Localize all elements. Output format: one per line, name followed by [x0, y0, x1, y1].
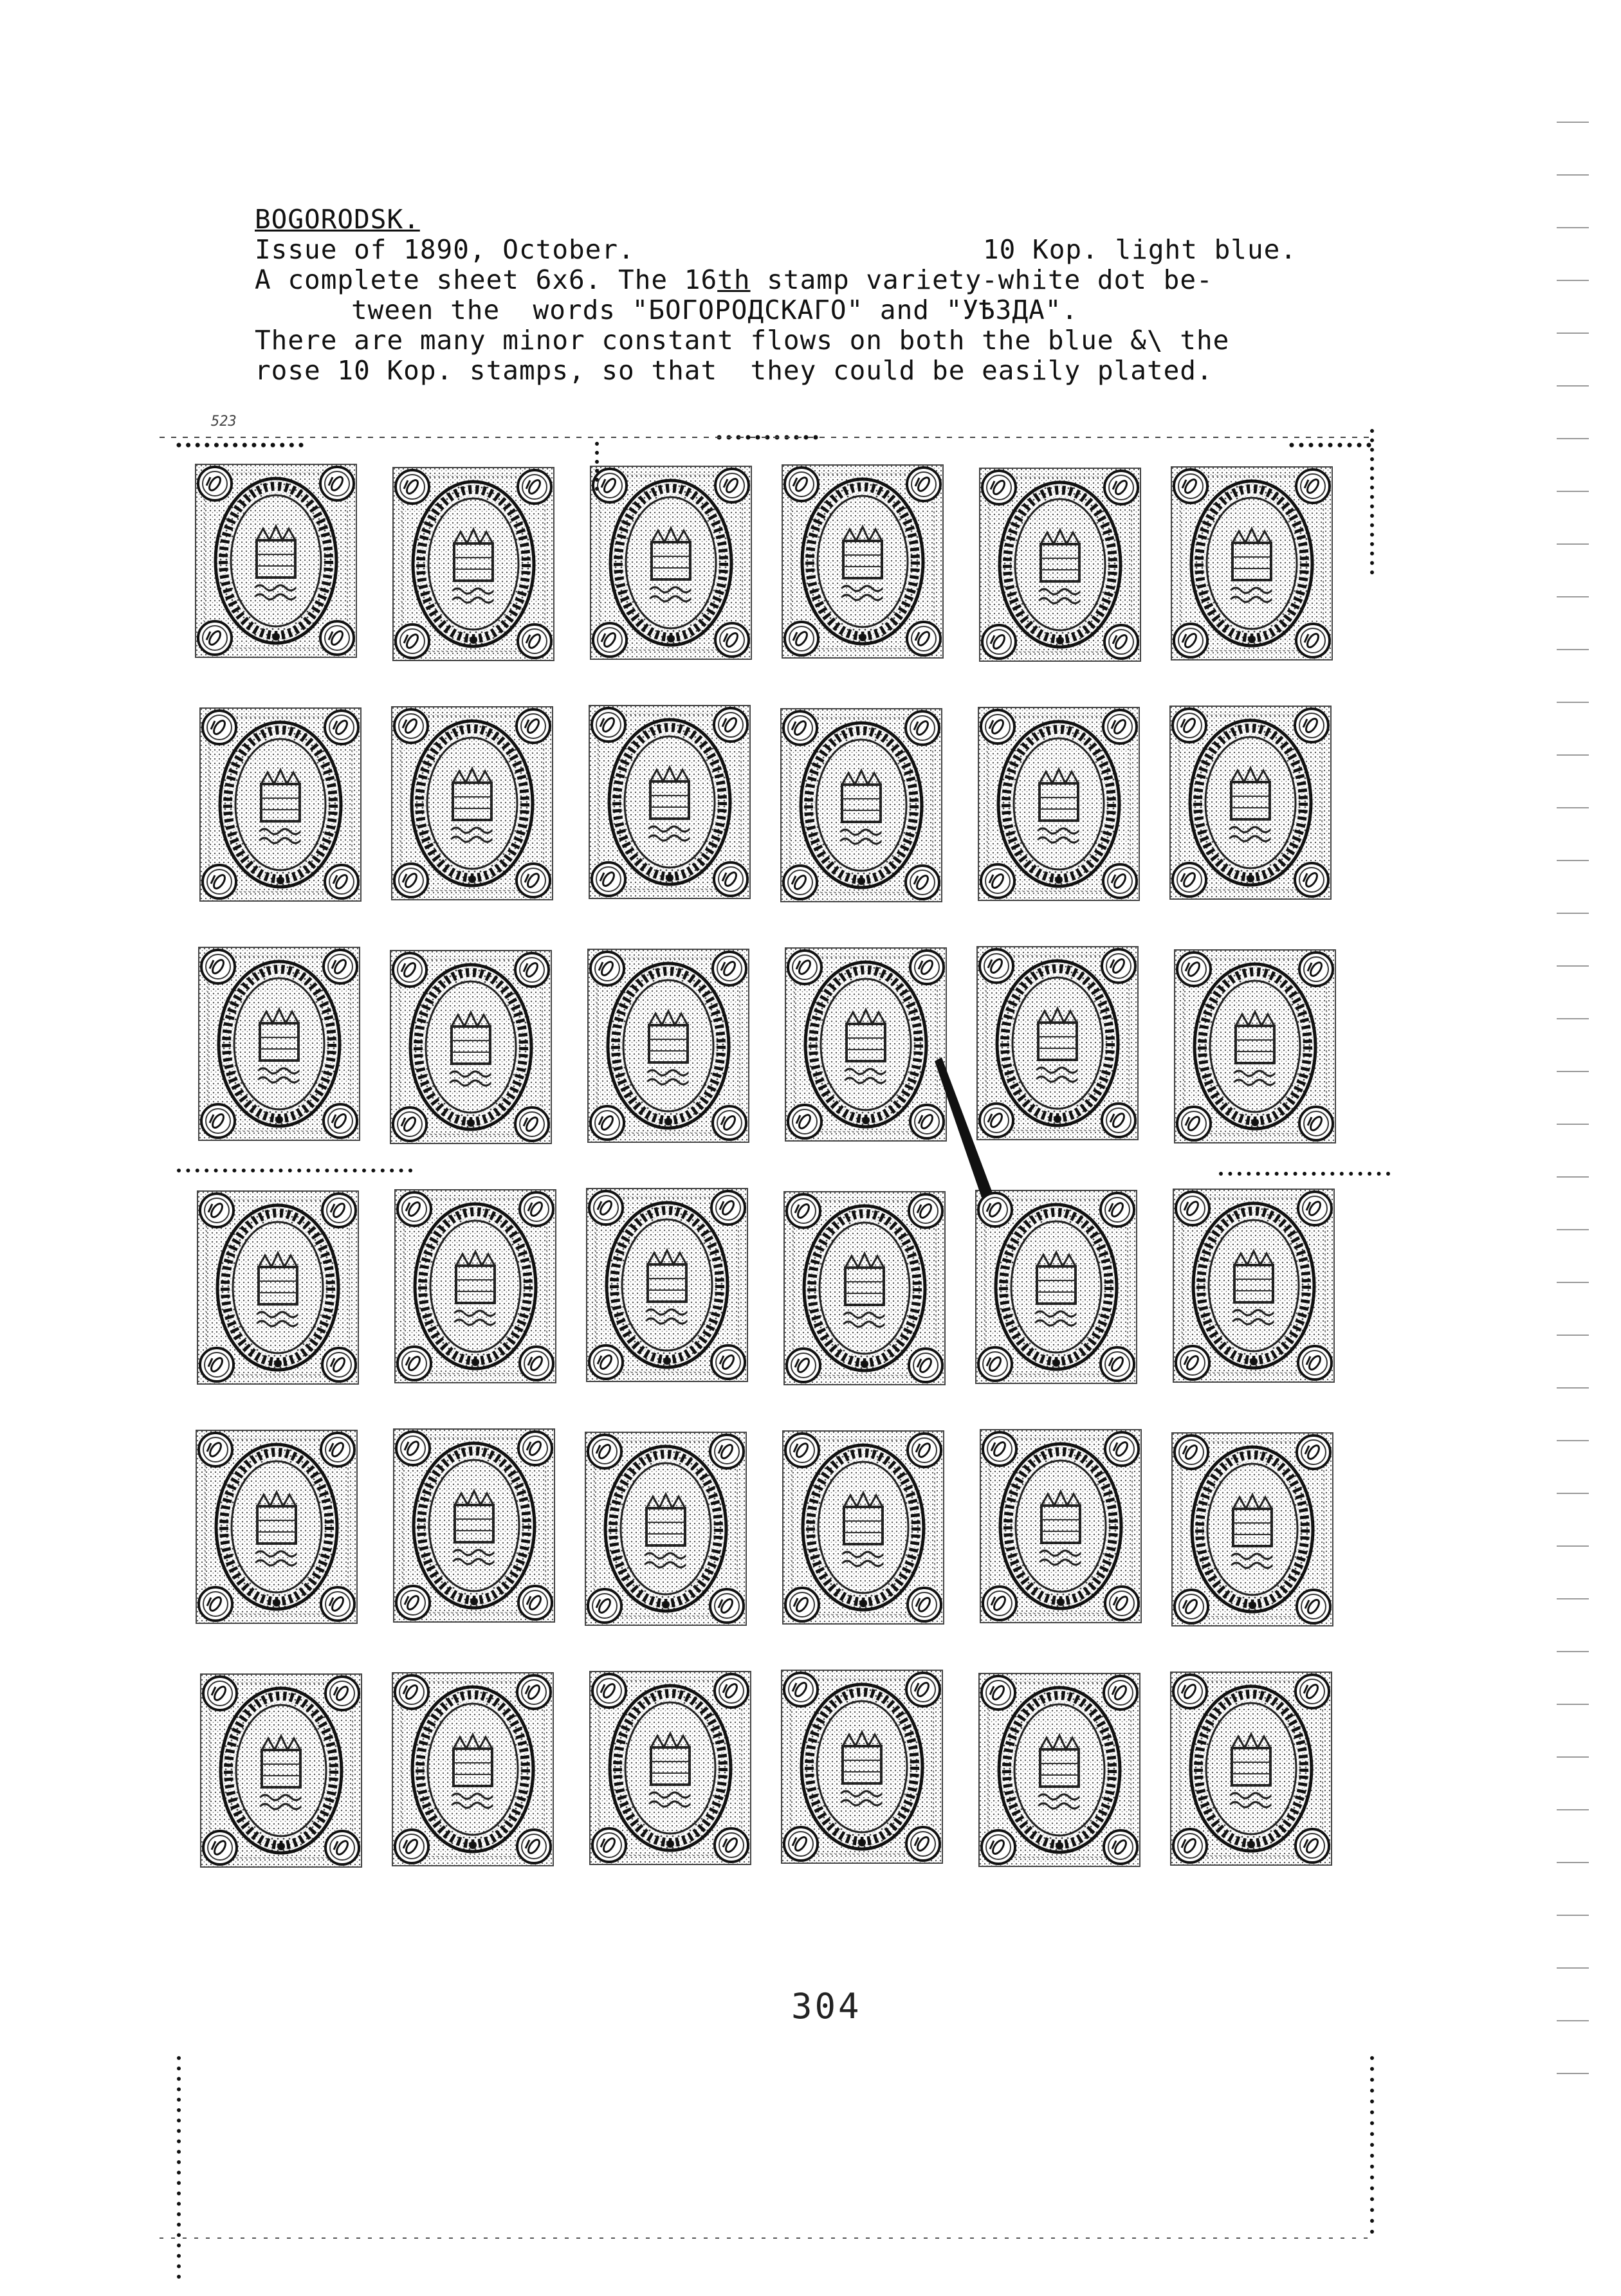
- description-line-2: tween the words "БОГОРОДСКАГО" and "УѢЗДА".: [351, 295, 1079, 325]
- stamp: [980, 468, 1140, 661]
- title: BOGORODSK.: [255, 204, 420, 235]
- stamp: [1171, 1672, 1332, 1865]
- binding-margin-marks: [1544, 116, 1595, 2109]
- stamp: [1171, 467, 1332, 660]
- stamp-grid: [196, 464, 1335, 1867]
- stamp: [785, 948, 946, 1141]
- stamp: [394, 1429, 554, 1622]
- stamp: [977, 947, 1138, 1140]
- margin-note: 523: [211, 414, 237, 430]
- stamp: [978, 707, 1139, 900]
- stamp: [980, 1430, 1141, 1623]
- stamp-sheet-image: [153, 412, 1395, 2296]
- stamp: [590, 1672, 751, 1864]
- stamp-value: 10 Kop. light blue.: [983, 234, 1297, 265]
- stamp: [782, 1670, 942, 1863]
- stamp: [591, 466, 751, 659]
- stamp: [1175, 950, 1335, 1143]
- stamp: [196, 1430, 357, 1623]
- stamp: [588, 949, 749, 1142]
- stamp: [976, 1190, 1137, 1383]
- stamp: [1173, 1189, 1334, 1382]
- stamp: [390, 951, 551, 1143]
- stamp: [201, 1674, 362, 1867]
- stamp: [395, 1190, 556, 1383]
- issue-date: Issue of 1890, October.: [255, 234, 635, 265]
- stamp: [587, 1189, 747, 1381]
- header-text: [255, 205, 1297, 386]
- stamp: [1170, 706, 1331, 899]
- stamp: [393, 468, 554, 661]
- stamp: [199, 947, 360, 1140]
- stamp: [782, 465, 943, 658]
- stamp: [200, 708, 361, 901]
- stamp: [1172, 1433, 1333, 1626]
- stamp: [392, 1673, 553, 1866]
- stamp: [197, 1191, 358, 1384]
- stamp: [979, 1673, 1140, 1866]
- description-line-4: rose 10 Kop. stamps, so that they could be easily plated.: [255, 355, 1213, 386]
- description-line-3: There are many minor constant flows on both the blue &\ the: [255, 325, 1230, 356]
- stamp: [392, 707, 553, 900]
- stamp: [585, 1432, 746, 1625]
- stamp: [784, 1192, 945, 1385]
- stamp: [783, 1431, 944, 1624]
- stamp: [781, 709, 942, 902]
- description-line-1: A complete sheet 6x6. The 16th stamp variety-white dot be-: [255, 264, 1213, 295]
- stamp: [589, 706, 750, 898]
- page-number: 304: [791, 1986, 862, 2027]
- stamp: [196, 464, 356, 657]
